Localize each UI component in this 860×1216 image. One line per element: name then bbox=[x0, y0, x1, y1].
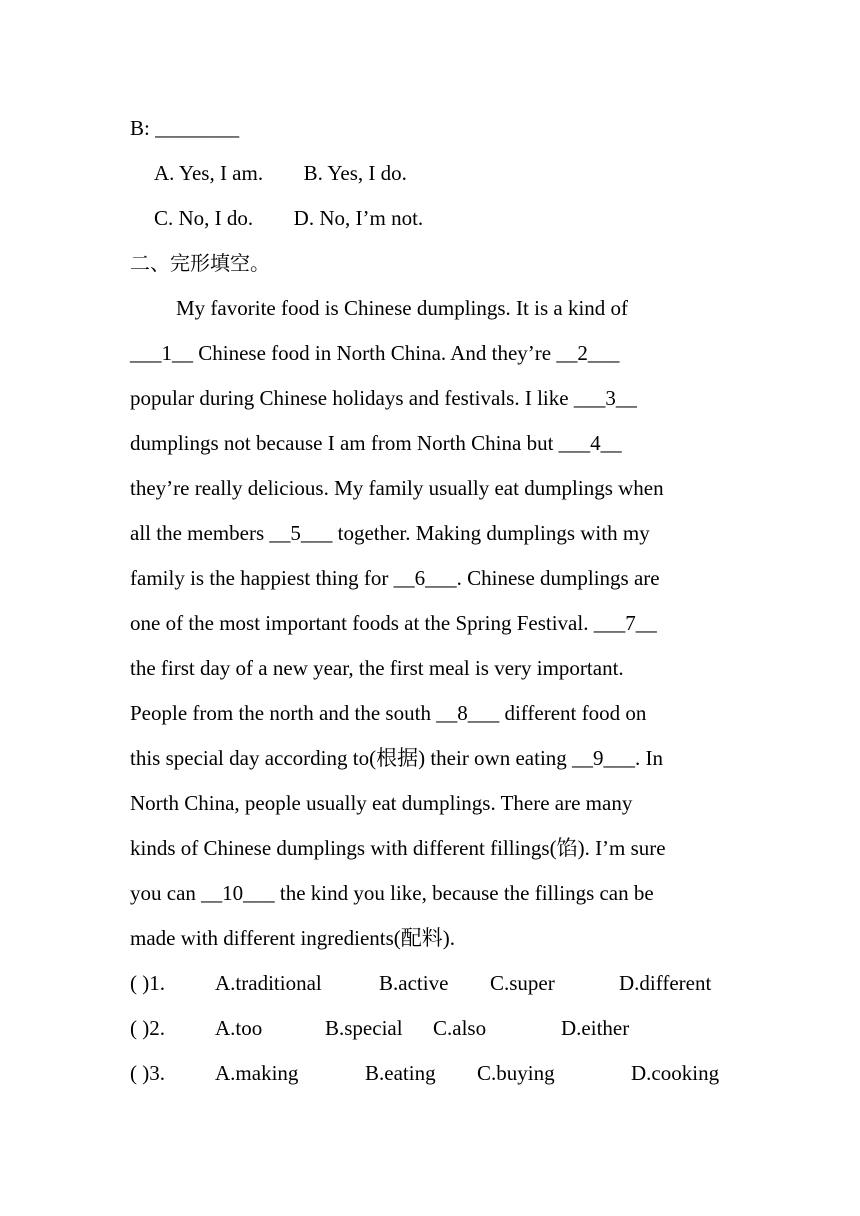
answer-blank-line: B: ________ bbox=[130, 116, 240, 140]
passage-line: popular during Chinese holidays and festivals. I like ___3__ bbox=[130, 386, 637, 410]
choice-c: C.buying bbox=[477, 1061, 555, 1085]
choice-a: A.traditional bbox=[215, 971, 322, 995]
passage-line: made with different ingredients(配料). bbox=[130, 926, 456, 950]
option-row-1 bbox=[154, 163, 407, 184]
option-a: A. Yes, I am. bbox=[154, 161, 264, 185]
option-d: D. No, I’m not. bbox=[293, 206, 424, 230]
choice-c: C.also bbox=[433, 1016, 487, 1040]
passage-line: you can __10___ the kind you like, because the fillings can be bbox=[130, 881, 654, 905]
section-title: 二、完形填空。 bbox=[130, 251, 270, 275]
choice-d: D.different bbox=[619, 971, 712, 995]
question-number: ( )3. bbox=[130, 1061, 165, 1085]
choice-b: B.eating bbox=[365, 1061, 436, 1085]
option-b: B. Yes, I do. bbox=[303, 161, 407, 185]
question-number: ( )2. bbox=[130, 1016, 165, 1040]
passage-line: one of the most important foods at the Spring Festival. ___7__ bbox=[130, 611, 657, 635]
choice-a: A.making bbox=[215, 1061, 299, 1085]
choice-d: D.either bbox=[561, 1016, 630, 1040]
choice-b: B.special bbox=[325, 1016, 403, 1040]
passage-line: the first day of a new year, the first meal is very important. bbox=[130, 656, 624, 680]
passage-line: kinds of Chinese dumplings with different fillings(馅). I’m sure bbox=[130, 836, 666, 860]
passage-line: this special day according to(根据) their own eating __9___. In bbox=[130, 746, 664, 770]
passage-line: all the members __5___ together. Making dumplings with my bbox=[130, 521, 650, 545]
passage-line: ___1__ Chinese food in North China. And they’re __2___ bbox=[130, 341, 620, 365]
question-number: ( )1. bbox=[130, 971, 165, 995]
choice-a: A.too bbox=[215, 1016, 263, 1040]
option-row-2 bbox=[154, 208, 423, 229]
choice-c: C.super bbox=[490, 971, 555, 995]
passage-line: North China, people usually eat dumplings. There are many bbox=[130, 791, 633, 815]
passage-line: My favorite food is Chinese dumplings. It is a kind of bbox=[176, 296, 629, 320]
passage-line: People from the north and the south __8___ different food on bbox=[130, 701, 647, 725]
choice-d: D.cooking bbox=[631, 1061, 720, 1085]
option-c: C. No, I do. bbox=[154, 206, 254, 230]
passage-line: they’re really delicious. My family usually eat dumplings when bbox=[130, 476, 664, 500]
passage-line: dumplings not because I am from North China but ___4__ bbox=[130, 431, 622, 455]
passage-line: family is the happiest thing for __6___. Chinese dumplings are bbox=[130, 566, 660, 590]
choice-b: B.active bbox=[379, 971, 449, 995]
